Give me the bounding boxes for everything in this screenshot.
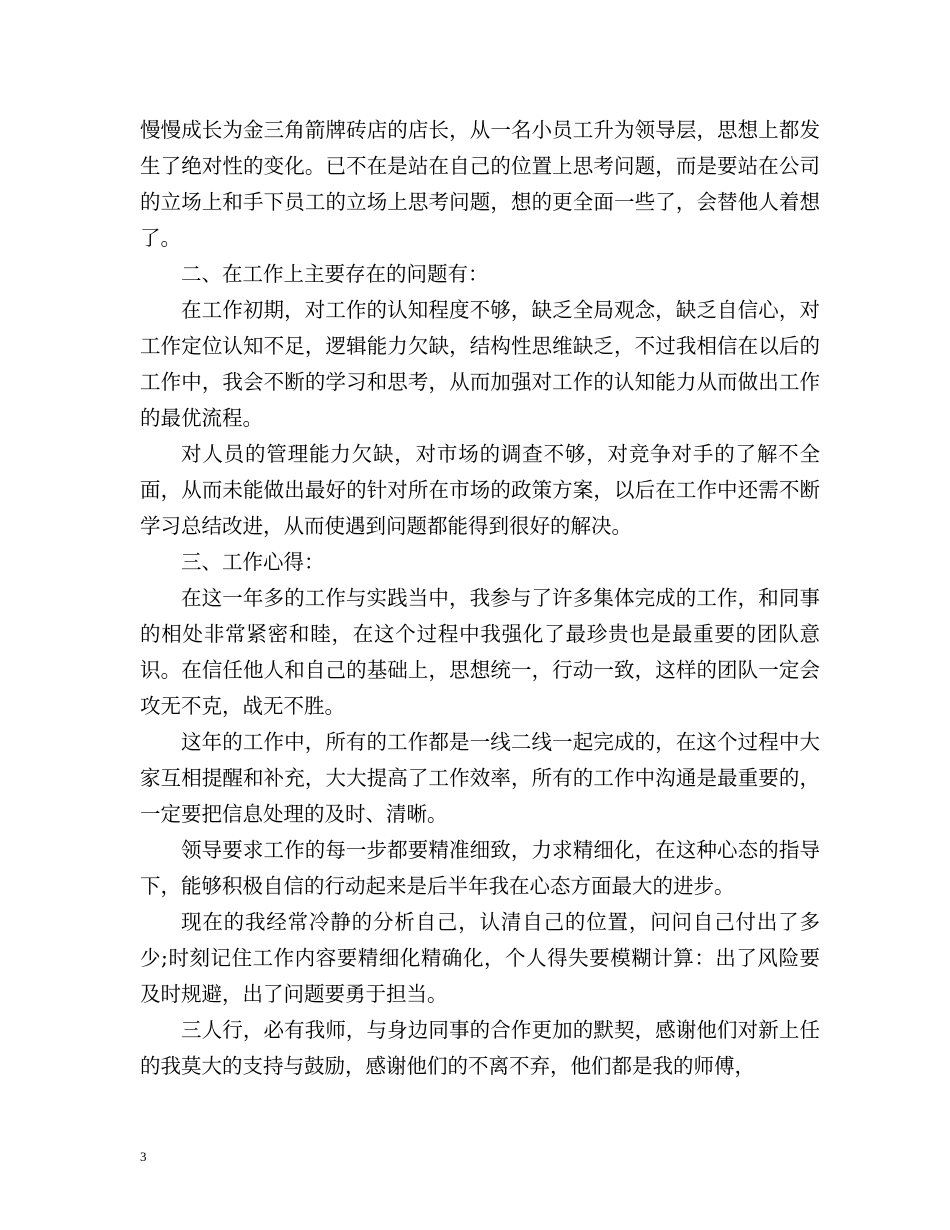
paragraph-2: 二、在工作上主要存在的问题有： xyxy=(181,262,489,286)
paragraph-8: 领导要求工作的每一步都要精准细致，力求精细化，在这种心态的指导下，能够积极自信的行动起来是后半年我在心态方面最大的进步。 xyxy=(140,838,820,898)
paragraph-4: 对人员的管理能力欠缺，对市场的调查不够，对竞争对手的了解不全面，从而未能做出最好的针对所在市场的政策方案，以后在工作中还需不断学习总结改进，从而使遇到问题都能得到很好的解决。 xyxy=(140,442,820,538)
page-number: 3 xyxy=(140,1149,147,1164)
paragraph-1: 慢慢成长为金三角箭牌砖店的店长，从一名小员工升为领导层，思想上都发生了绝对性的变化。已不在是站在自己的位置上思考问题，而是要站在公司的立场上和手下员工的立场上思考问题，想的更全面一些了，会替他人着想了。 xyxy=(140,118,820,250)
paragraph-3: 在工作初期，对工作的认知程度不够，缺乏全局观念，缺乏自信心，对工作定位认知不足，逻辑能力欠缺，结构性思维缺乏，不过我相信在以后的工作中，我会不断的学习和思考，从而加强对工作的认知能力从而做出工作的最优流程。 xyxy=(140,298,820,430)
paragraph-5: 三、工作心得： xyxy=(181,550,325,574)
document-body xyxy=(140,112,820,1084)
paragraph-6: 在这一年多的工作与实践当中，我参与了许多集体完成的工作，和同事的相处非常紧密和睦，在这个过程中我强化了最珍贵也是最重要的团队意识。在信任他人和自己的基础上，思想统一，行动一致，这样的团队一定会攻无不克，战无不胜。 xyxy=(140,586,820,718)
paragraph-7: 这年的工作中，所有的工作都是一线二线一起完成的，在这个过程中大家互相提醒和补充，大大提高了工作效率，所有的工作中沟通是最重要的，一定要把信息处理的及时、清晰。 xyxy=(140,730,820,826)
paragraph-9: 现在的我经常冷静的分析自己，认清自己的位置，问问自己付出了多少;时刻记住工作内容要精细化精确化，个人得失要模糊计算：出了风险要及时规避，出了问题要勇于担当。 xyxy=(140,910,820,1006)
paragraph-10: 三人行，必有我师，与身边同事的合作更加的默契，感谢他们对新上任的我莫大的支持与鼓励，感谢他们的不离不弃，他们都是我的师傅， xyxy=(140,1018,820,1078)
